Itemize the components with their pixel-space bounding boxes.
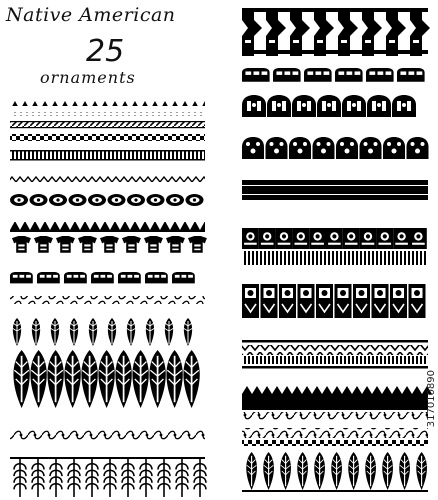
- ornament-4: [10, 134, 205, 141]
- ornament-10: [10, 272, 195, 283]
- ornament-25: [242, 428, 428, 492]
- title-line-3: ornaments: [40, 68, 136, 87]
- ornament-17: [242, 68, 425, 82]
- right-column-ornaments: [242, 8, 432, 492]
- ornament-21b: [242, 251, 428, 265]
- ornament-7: [10, 194, 204, 206]
- ornament-12: [12, 318, 193, 346]
- ornament-23: [242, 340, 428, 369]
- ornament-18: [242, 95, 416, 117]
- ornament-9: [12, 236, 207, 253]
- ornament-3: [10, 121, 205, 128]
- left-column-ornaments: [10, 101, 207, 497]
- title-line-1: Native American: [6, 4, 176, 26]
- ornament-14: [10, 430, 205, 440]
- ornament-6: [10, 176, 205, 182]
- stock-image-id: 317010890: [426, 370, 437, 428]
- ornament-24: [242, 386, 432, 420]
- ornament-20: [242, 180, 428, 200]
- ornament-13: [13, 350, 199, 408]
- ornament-16: [242, 8, 430, 56]
- ornament-8: [10, 222, 205, 232]
- ornament-21: [242, 228, 427, 249]
- ornament-11: [10, 296, 205, 304]
- ornament-19: [242, 137, 429, 159]
- ornament-2: [10, 112, 205, 116]
- ornament-15: [10, 457, 206, 497]
- title-line-2: 25: [86, 34, 125, 69]
- ornament-22: [242, 284, 426, 318]
- ornament-5: [10, 150, 205, 161]
- ornament-1: [10, 101, 205, 106]
